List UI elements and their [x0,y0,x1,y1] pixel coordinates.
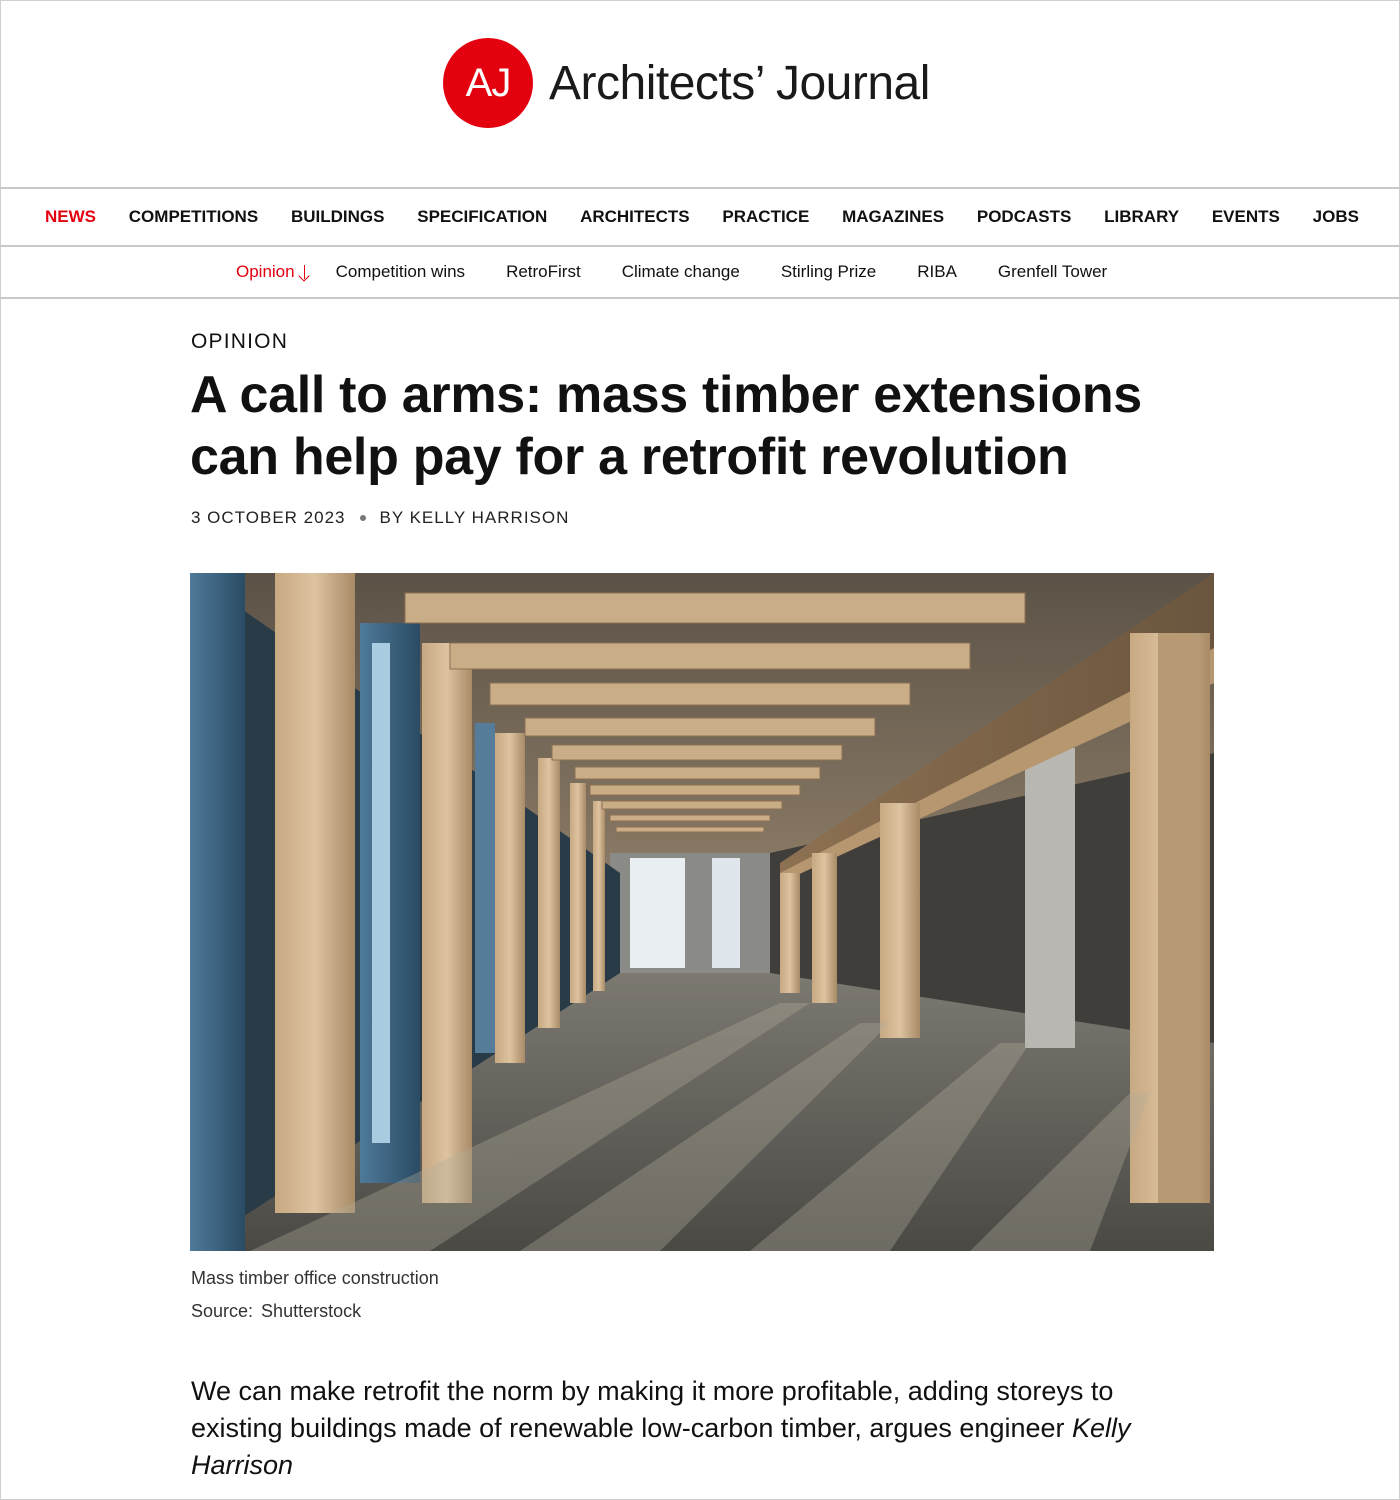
nav-architects[interactable]: ARCHITECTS [580,207,690,226]
site-logo[interactable] [443,38,930,128]
masthead [0,0,1400,188]
nav-library[interactable]: LIBRARY [1104,207,1180,226]
subnav-opinion[interactable] [236,262,312,282]
subnav-riba[interactable]: RIBA [917,262,957,281]
nav-specification[interactable]: SPECIFICATION [417,207,548,226]
article-standfirst [191,1373,1191,1484]
secondary-nav [0,247,1400,299]
article-date: 3 OCTOBER 2023 [191,508,346,527]
article-headline: A call to arms: mass timber extensions can help pay for a retrofit revolution [190,366,1142,486]
subnav-competition-wins[interactable]: Competition wins [335,262,466,281]
subnav-stirling-prize[interactable]: Stirling Prize [780,262,877,281]
meta-separator-dot [360,515,366,521]
nav-jobs[interactable]: JOBS [1312,207,1359,226]
nav-podcasts[interactable]: PODCASTS [976,207,1072,226]
nav-competitions[interactable]: COMPETITIONS [128,207,259,226]
image-source-value: Shutterstock [261,1301,362,1321]
logo-wordmark: Architects’ Journal [549,56,930,110]
subnav-retrofirst[interactable]: RetroFirst [506,262,581,281]
image-caption: Mass timber office construction [191,1268,439,1288]
image-source [191,1301,369,1322]
article-meta [191,508,569,528]
nav-magazines[interactable]: MAGAZINES [842,207,945,226]
nav-buildings[interactable]: BUILDINGS [290,207,385,226]
timber-interior-illustration [190,573,1214,1251]
subnav-opinion-label: Opinion [236,262,295,281]
arrow-down-icon [298,263,312,281]
hero-image [190,573,1214,1251]
primary-nav [0,187,1400,247]
standfirst-text: We can make retrofit the norm by making it more profitable, adding storeys to existing buildings made of renewable low-carbon timber, argues engineer [191,1376,1114,1443]
article-byline[interactable]: BY KELLY HARRISON [379,508,570,527]
subnav-climate-change[interactable]: Climate change [621,262,740,281]
standfirst-author: Kelly Harrison [191,1413,1131,1480]
image-source-label: Source: [191,1301,254,1321]
nav-practice[interactable]: PRACTICE [722,207,810,226]
section-label[interactable]: OPINION [191,330,289,353]
nav-news[interactable]: NEWS [45,207,96,226]
logo-badge: AJ [443,38,533,128]
nav-events[interactable]: EVENTS [1211,207,1280,226]
subnav-grenfell-tower[interactable]: Grenfell Tower [997,262,1108,281]
